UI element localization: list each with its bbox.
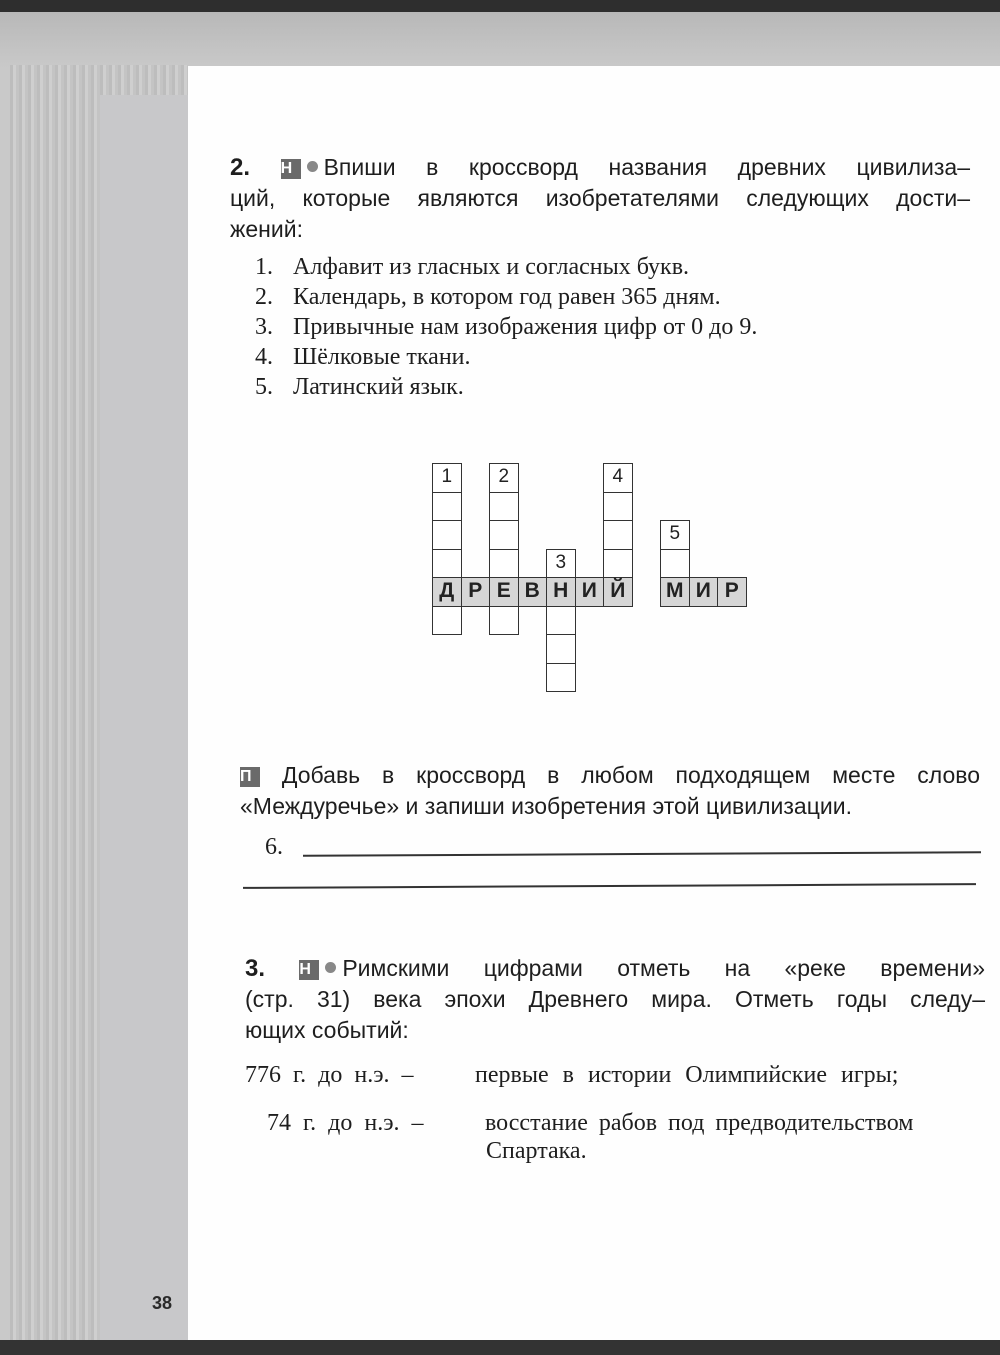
crossword-cell[interactable] bbox=[489, 606, 519, 636]
crossword-cell[interactable] bbox=[546, 634, 576, 664]
crossword-cell[interactable] bbox=[603, 549, 633, 579]
answer-6-label: 6. bbox=[265, 834, 283, 860]
scan-bottom-border bbox=[0, 1340, 1000, 1355]
crossword-cell[interactable] bbox=[489, 549, 519, 579]
crossword-cell[interactable] bbox=[432, 492, 462, 522]
crossword-clue-number-cell[interactable]: 3 bbox=[546, 549, 576, 579]
crossword-given-letter: Д bbox=[432, 577, 462, 607]
extra-line-1: П Добавь в кроссворд в любом подходящем месте слово bbox=[240, 762, 980, 788]
crossword-cell[interactable] bbox=[489, 492, 519, 522]
task2-line-1: 2. Н Впиши в кроссворд названия древних цивилиза– bbox=[230, 154, 970, 181]
crossword-given-letter: Р bbox=[461, 577, 491, 607]
advanced-level-badge-icon: П bbox=[240, 767, 260, 787]
task3-number: 3. bbox=[245, 955, 266, 982]
crossword-given-letter: Е bbox=[489, 577, 519, 607]
crossword-cell[interactable] bbox=[489, 520, 519, 550]
task2-extra-instructions bbox=[240, 760, 980, 822]
crossword-cell[interactable] bbox=[432, 549, 462, 579]
crossword-cell[interactable] bbox=[603, 492, 633, 522]
clues-list bbox=[255, 252, 757, 402]
basic-level-badge-icon: Н bbox=[299, 960, 319, 980]
book-top-edge bbox=[0, 12, 1000, 68]
crossword-clue-number-cell[interactable]: 5 bbox=[660, 520, 690, 550]
crossword-given-letter: В bbox=[518, 577, 548, 607]
crossword-cell[interactable] bbox=[432, 520, 462, 550]
bullet-dot-icon bbox=[307, 161, 318, 172]
task3-instructions bbox=[245, 953, 985, 1046]
crossword-given-letter: Н bbox=[546, 577, 576, 607]
task2-number: 2. bbox=[230, 154, 251, 181]
clue-item: 5. Латинский язык. bbox=[255, 374, 464, 400]
crossword-clue-number-cell[interactable]: 4 bbox=[603, 463, 633, 493]
page-number: 38 bbox=[152, 1293, 173, 1313]
bullet-dot-icon bbox=[325, 962, 336, 973]
crossword-clue-number-cell[interactable]: 1 bbox=[432, 463, 462, 493]
event-spartacus-cont: Спартака. bbox=[486, 1138, 587, 1164]
task2-line-2: ций, которые являются изобретателями следующих дости– bbox=[230, 185, 970, 211]
extra-line-2: «Междуречье» и запиши изобретения этой цивилизации. bbox=[240, 793, 852, 819]
crossword-given-letter: И bbox=[575, 577, 605, 607]
event-olympics: 776 г. до н.э. – первые в истории Олимпийские игры; bbox=[245, 1062, 899, 1088]
task2-instructions bbox=[230, 152, 970, 245]
clue-item: 3. Привычные нам изображения цифр от 0 до 9. bbox=[255, 314, 758, 340]
event-spartacus: 74 г. до н.э. – восстание рабов под предводительством bbox=[267, 1110, 914, 1136]
task2-line-3: жений: bbox=[230, 216, 303, 242]
crossword-given-letter: М bbox=[660, 577, 690, 607]
crossword-cell[interactable] bbox=[432, 606, 462, 636]
crossword-cell[interactable] bbox=[546, 606, 576, 636]
scan-top-border bbox=[0, 0, 1000, 12]
crossword-given-letter: Й bbox=[603, 577, 633, 607]
clue-item: 1. Алфавит из гласных и согласных букв. bbox=[255, 254, 690, 280]
crossword-given-letter: И bbox=[689, 577, 719, 607]
crossword-cell[interactable] bbox=[546, 663, 576, 693]
clue-item: 2. Календарь, в котором год равен 365 дням. bbox=[255, 284, 721, 310]
crossword-cell[interactable] bbox=[660, 549, 690, 579]
task3-line-2: (стр. 31) века эпохи Древнего мира. Отметь годы следу– bbox=[245, 986, 985, 1012]
page-gray-margin bbox=[100, 95, 188, 1340]
clue-item: 4. Шёлковые ткани. bbox=[255, 344, 471, 370]
crossword-clue-number-cell[interactable]: 2 bbox=[489, 463, 519, 493]
task3-line-1: 3. Н Римскими цифрами отметь на «реке времени» bbox=[245, 955, 985, 982]
crossword-cell[interactable] bbox=[603, 520, 633, 550]
crossword-given-letter: Р bbox=[717, 577, 747, 607]
basic-level-badge-icon: Н bbox=[281, 159, 301, 179]
task3-line-3: ющих событий: bbox=[245, 1017, 409, 1043]
